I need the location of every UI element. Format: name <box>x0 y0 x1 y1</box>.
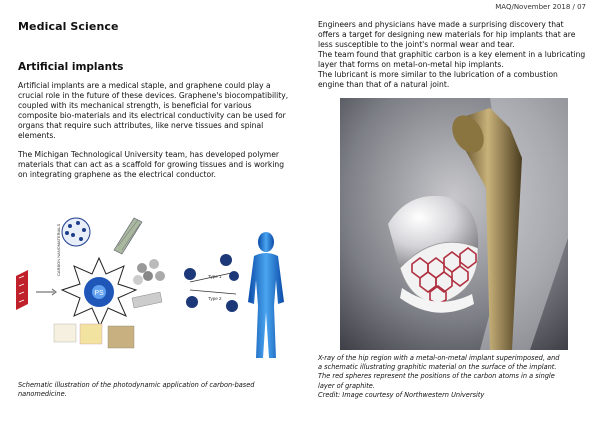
caption-line: a schematic illustrating graphitic material on the surface of the implant. <box>318 363 557 372</box>
right-paragraph-3: The lubricant is more similar to the lubrication of a combustion engine than that of a natural joint. <box>318 70 558 89</box>
molecule-icon <box>226 300 238 312</box>
nanodiamond-icon <box>80 324 102 344</box>
molecule-icon <box>184 268 196 280</box>
caption-line: The red spheres represent the positions of the carbon atoms in a single <box>318 372 555 381</box>
caption-credit: Credit: Image courtesy of Northwestern University <box>318 390 485 399</box>
graphene-sheet-icon <box>108 326 134 348</box>
side-label: CARBON NANOMATERIALS <box>56 223 61 276</box>
human-body-icon <box>248 232 284 358</box>
right-column <box>318 20 586 90</box>
molecule-icon <box>220 254 232 266</box>
nanohorn-icon <box>54 324 76 342</box>
issue-label: MAQ/November 2018 / 07 <box>495 3 586 11</box>
type2-label: Type 2 <box>208 296 222 301</box>
molecule-icon <box>186 296 198 308</box>
left-paragraph-1: Artificial implants are a medical staple, and graphene could play a crucial role in the future of these devices. Graphene's biocompatibility, coupled with its mechanical strength, is beneficial for various composite bio-materials and its electrical conductivity can be used for organs that require such attributes, like nerve tissues and spinal elements. <box>18 81 289 140</box>
molecule-icon <box>229 271 239 281</box>
ps-label: PS <box>94 290 104 297</box>
xray-caption <box>318 354 588 400</box>
fullerene-icon <box>62 218 90 246</box>
graphene-stack-icon <box>16 270 28 310</box>
nanotube-gray-icon <box>132 292 162 308</box>
nanomedicine-diagram <box>14 206 304 366</box>
photosensitizer-star <box>62 258 136 326</box>
caption-line: X-ray of the hip region with a metal-on-metal implant superimposed, and <box>318 354 560 362</box>
section-title: Medical Science <box>18 20 119 33</box>
nanotube-icon <box>114 218 142 254</box>
sphere-cluster-icon <box>133 259 165 285</box>
right-paragraph-2: The team found that graphitic carbon is a key element in a lubricating layer that forms on metal-on-metal hip implants. <box>318 50 586 69</box>
article-subtitle: Artificial implants <box>18 61 124 73</box>
diagram-caption: Schematic illustration of the photodynamic application of carbon-based nanomedicine. <box>18 381 255 398</box>
left-paragraph-2: The Michigan Technological University team, has developed polymer materials that can act as a scaffold for growing tissues and is working on integrating graphene as the electrical conductor. <box>18 150 285 179</box>
reaction-pathway <box>184 254 239 312</box>
type1-label: Type 1 <box>208 274 222 279</box>
left-column <box>18 20 290 180</box>
right-paragraph-1: Engineers and physicians have made a surprising discovery that offers a target for designing new materials for hip implants that are less susceptible to the joint's normal wear and tear. <box>318 20 576 49</box>
caption-line: layer of graphite. <box>318 381 375 390</box>
hip-implant-xray-image <box>340 98 568 350</box>
